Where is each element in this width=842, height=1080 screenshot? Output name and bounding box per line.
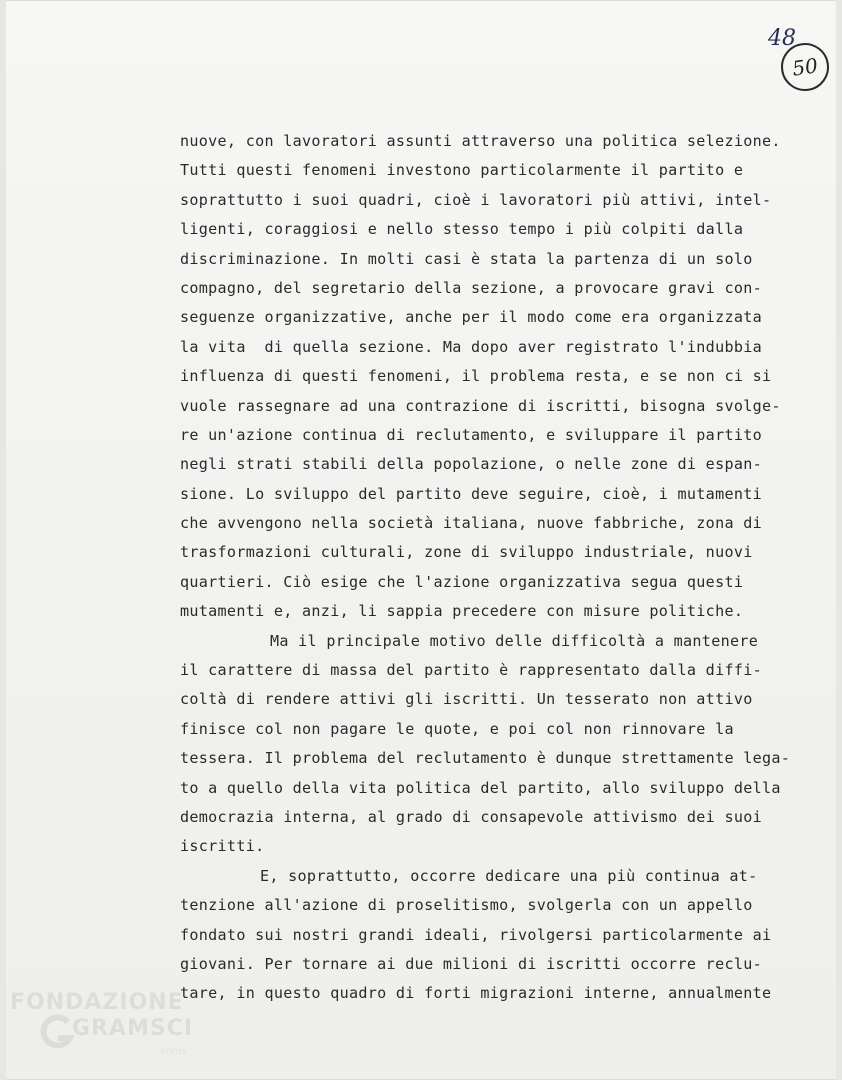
watermark-line2: GRAMSCI [72,1016,194,1041]
text-line: trasformazioni culturali, zone di sviluppo industriale, nuovi [180,543,753,562]
watermark-line1: FONDAZIONE [10,990,184,1015]
text-line: fondato sui nostri grandi ideali, rivolgersi particolarmente ai [180,925,772,944]
page-edge-left [0,0,6,1080]
text-line: re un'azione continua di reclutamento, e sviluppare il partito [180,425,763,444]
text-line: giovani. Per tornare ai due milioni di iscritti occorre reclu- [180,954,763,973]
page-edge-right [836,0,842,1080]
text-line: influenza di questi fenomeni, il problema resta, e se non ci si [180,367,772,386]
text-line: mutamenti e, anzi, li sappia precedere con misure politiche. [180,602,744,621]
text-line: tare, in questo quadro di forti migrazioni interne, annualmente [180,984,772,1003]
text-line: tessera. Il problema del reclutamento è dunque strettamente lega- [180,749,791,768]
text-line: sione. Lo sviluppo del partito deve seguire, cioè, i mutamenti [180,484,763,503]
text-line: tenzione all'azione di proselitismo, svolgerla con un appello [180,896,753,915]
text-line: to a quello della vita politica del partito, allo sviluppo della [180,778,781,797]
text-line: compagno, del segretario della sezione, a provocare gravi con- [180,278,763,297]
folio-stamped-text: 50 [790,53,820,81]
watermark-small: onlus [160,1046,187,1057]
text-line: la vita di quella sezione. Ma dopo aver registrato l'indubbia [180,337,763,356]
text-line: seguenze organizzative, anche per il modo come era organizzata [180,308,763,327]
text-line: negli strati stabili della popolazione, o nelle zone di espan- [180,455,763,474]
text-line: iscritti. [180,837,265,856]
text-line-indented: Ma il principale motivo delle difficoltà a mantenere [270,631,759,650]
text-line: democrazia interna, al grado di consapevole attivismo dei suoi [180,807,763,826]
text-line: finisce col non pagare le quote, e poi col non rinnovare la [180,719,734,738]
text-line: che avvengono nella società italiana, nuove fabbriche, zona di [180,514,763,533]
folio-pencil-number: 48 [768,26,796,51]
text-line: nuove, con lavoratori assunti attraverso una politica selezione. [180,132,781,150]
text-line: coltà di rendere attivi gli iscritti. Un tesserato non attivo [180,690,753,709]
text-line-indented: E, soprattutto, occorre dedicare una più continua at- [260,866,758,885]
text-line: soprattutto i suoi quadri, cioè i lavoratori più attivi, intel- [180,190,772,209]
typewritten-text [180,127,820,1009]
text-line: vuole rassegnare ad una contrazione di iscritti, bisogna svolge- [180,396,781,415]
text-line: Tutti questi fenomeni investono particolarmente il partito e [180,161,744,180]
text-line: ligenti, coraggiosi e nello stesso tempo i più colpiti dalla [180,220,744,239]
text-line: quartieri. Ciò esige che l'azione organizzativa segua questi [180,572,744,591]
fondazione-gramsci-watermark [10,990,210,1070]
text-line: discriminazione. In molti casi è stata la partenza di un solo [180,249,753,268]
text-line: il carattere di massa del partito è rappresentato dalla diffi- [180,661,763,680]
